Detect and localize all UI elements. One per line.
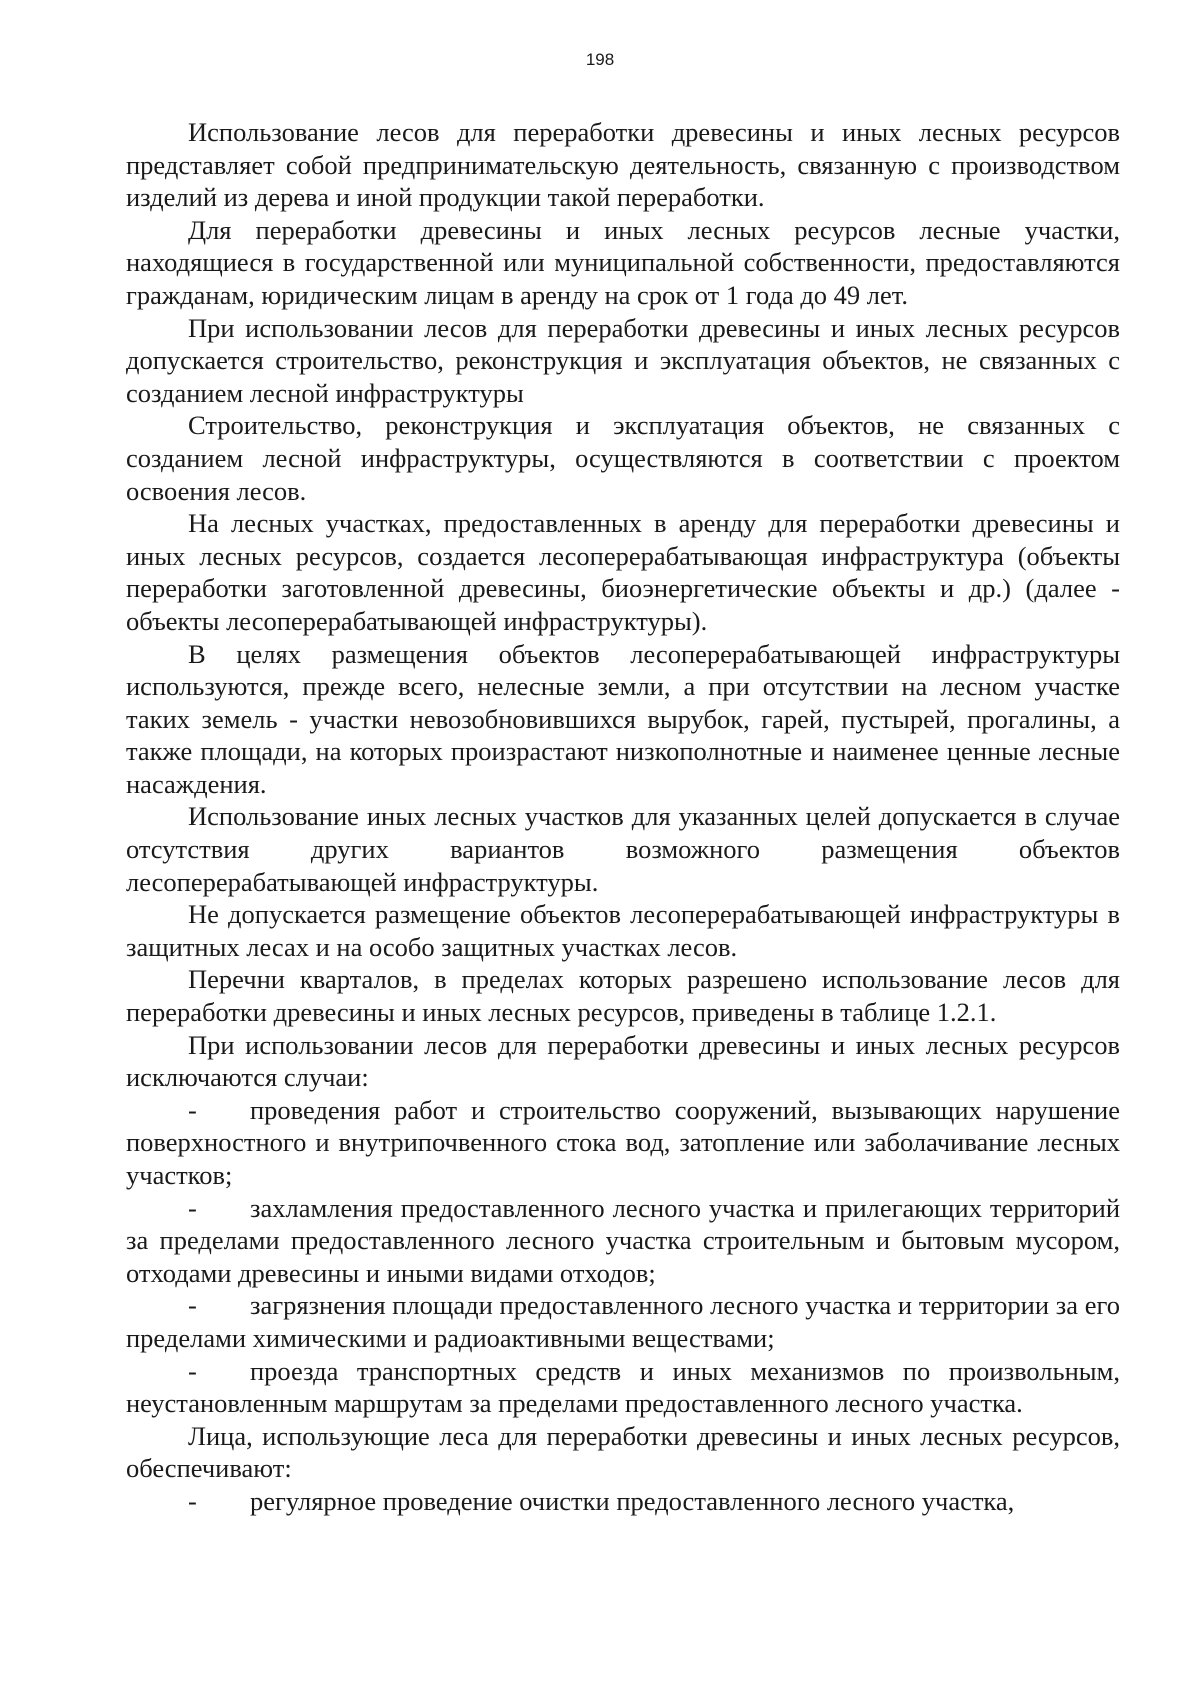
exclusion-text: проезда транспортных средств и иных механизмов по произвольным, неустановленным маршрутам за пределами предоставленного лесного участка. (126, 1355, 1120, 1419)
dash-marker: - (188, 1355, 197, 1386)
exclusion-list-item (126, 1289, 1120, 1354)
exclusion-list-item (126, 1355, 1120, 1420)
dash-marker: - (188, 1094, 197, 1125)
obligation-text: регулярное проведение очистки предоставленного лесного участка, (250, 1485, 1015, 1516)
paragraph: Перечни кварталов, в пределах которых разрешено использование лесов для переработки древесины и иных лесных ресурсов, приведены в таблице 1.2.1. (126, 964, 1120, 1028)
exclusion-list-item (126, 1094, 1120, 1192)
exclusion-text: загрязнения площади предоставленного лесного участка и территории за его пределами химическими и радиоактивными веществами; (126, 1290, 1120, 1353)
paragraph: В целях размещения объектов лесоперерабатывающей инфраструктуры используются, прежде всего, нелесные земли, а при отсутствии на лесном участке таких земель - участки невозобновившихся вырубок, гарей, пустырей, прогалины, а также площади, на которых произрастают низкополнотные и наименее ценные лесные насаждения. (126, 638, 1120, 799)
paragraph: При использовании лесов для переработки древесины и иных лесных ресурсов допускается строительство, реконструкция и эксплуатация объектов, не связанных с созданием лесной инфраструктуры (126, 312, 1120, 408)
exclusion-list-item (126, 1192, 1120, 1290)
paragraph: Строительство, реконструкция и эксплуатация объектов, не связанных с созданием лесной инфраструктуры, осуществляются в соответствии с проектом освоения лесов. (126, 410, 1120, 506)
obligations-intro: Лица, использующие леса для переработки древесины и иных лесных ресурсов, обеспечивают: (126, 1420, 1120, 1484)
page-number: 198 (585, 50, 615, 69)
dash-marker: - (188, 1485, 197, 1516)
paragraph: На лесных участках, предоставленных в аренду для переработки древесины и иных лесных ресурсов, создается лесоперерабатывающая инфраструктура (объекты переработки заготовленной древесины, биоэнергетические объекты и др.) (далее - объекты лесоперерабатывающей инфраструктуры). (126, 508, 1120, 636)
document-body (126, 116, 1120, 1518)
paragraph: Не допускается размещение объектов лесоперерабатывающей инфраструктуры в защитных лесах и на особо защитных участках лесов. (126, 899, 1120, 962)
paragraph: При использовании лесов для переработки древесины и иных лесных ресурсов исключаются случаи: (126, 1029, 1120, 1093)
dash-marker: - (188, 1192, 197, 1223)
obligation-list-item (126, 1485, 1120, 1518)
paragraph: Использование иных лесных участков для указанных целей допускается в случае отсутствия других вариантов возможного размещения объектов лесоперерабатывающей инфраструктуры. (126, 801, 1120, 897)
paragraph: Для переработки древесины и иных лесных ресурсов лесные участки, находящиеся в государственной или муниципальной собственности, предоставляются гражданам, юридическим лицам в аренду на срок от 1 года до 49 лет. (126, 214, 1120, 310)
dash-marker: - (188, 1290, 197, 1321)
paragraph: Использование лесов для переработки древесины и иных лесных ресурсов представляет собой предпринимательскую деятельность, связанную с производством изделий из дерева и иной продукции такой переработки. (126, 117, 1120, 213)
exclusion-text: захламления предоставленного лесного участка и прилегающих территорий за пределами предоставленного лесного участка строительным и бытовым мусором, отходами древесины и иными видами отходов; (126, 1192, 1120, 1288)
exclusion-text: проведения работ и строительство сооружений, вызывающих нарушение поверхностного и внутрипочвенного стока вод, затопление или заболачивание лесных участков; (126, 1094, 1120, 1190)
